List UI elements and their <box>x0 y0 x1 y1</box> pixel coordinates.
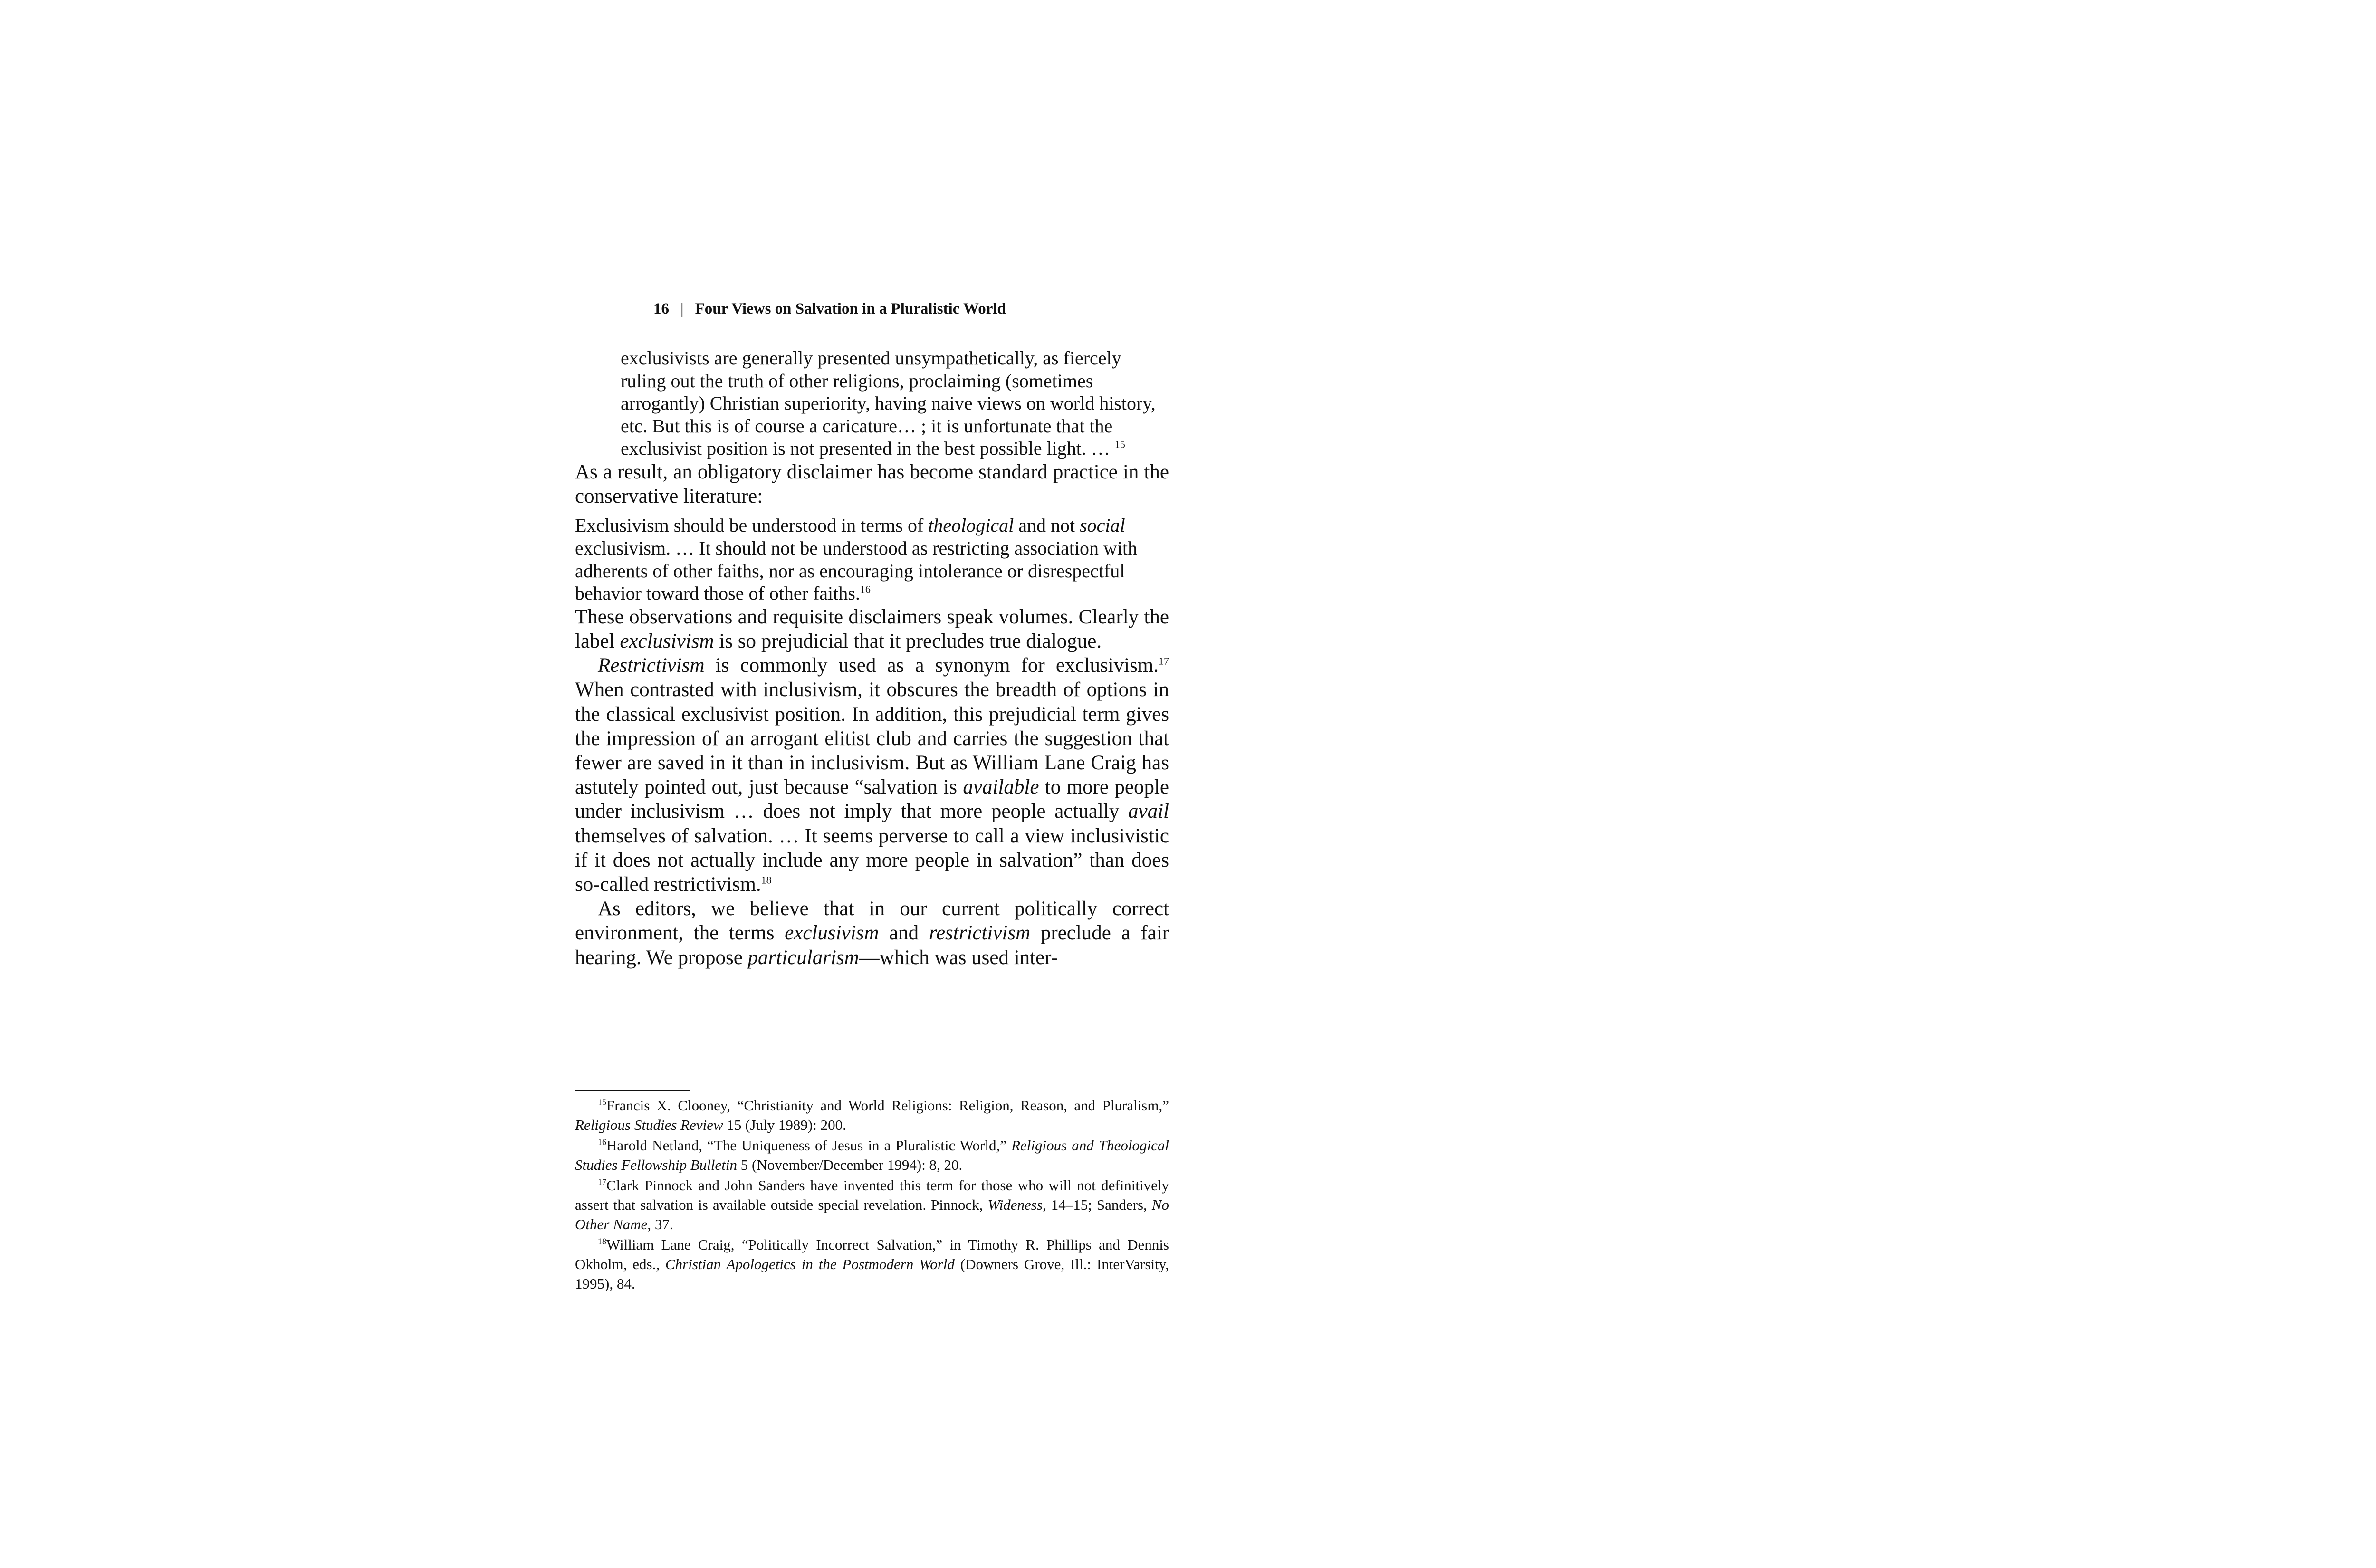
footnote-ref: 18 <box>761 874 772 886</box>
paragraph: Restrictivism is commonly used as a synonym for exclusivism.$^{17}$ When contrasted with inclusivism, it obscures the breadth of options in the classical exclusivist position. In addition, this prejudicial term gives the impression of an arrogant elitist club and carries the suggestion that fewer are saved in it than in inclusivism. But as William Lane Craig has astutely pointed out, just because “salvation is available to more people under inclusivism … does not imply that more people actually avail themselves of salvation. … It seems perverse to call a view inclusivistic if it does not actually include any more people in salvation” than does so-called restrictivism.$^{18}$ <box>575 654 1169 896</box>
page-number: 16 <box>653 300 669 317</box>
footnotes <box>575 1090 1169 1294</box>
footnote: $^{15}$Francis X. Clooney, “Christianity and World Religions: Religion, Reason, and Pluralism,” Religious Studies Review 15 (July 1989): 200. <box>575 1097 1169 1133</box>
running-head <box>653 300 1006 318</box>
header-separator: | <box>680 300 684 317</box>
block-quote: Exclusivism should be understood in terms of theological and not social exclusivism. … It should not be understood as restricting association with adherents of other faiths, nor as encouraging intolerance or disrespectful behavior toward those of other faiths.$^{16}$ <box>575 515 1138 604</box>
right-page <box>1212 0 2376 1568</box>
footnote: $^{16}$Harold Netland, “The Uniqueness of Jesus in a Pluralistic World,” Religious and Theological Studies Fellowship Bulletin 5 (November/December 1994): 8, 20. <box>575 1137 1169 1173</box>
footnote-ref: 17 <box>1159 655 1169 667</box>
footnote-rule <box>575 1090 690 1091</box>
block-quote: exclusivists are generally presented unsympathetically, as fiercely ruling out the truth of other religions, proclaiming (sometimes arrogantly) Christian superiority, having naive views on world history, etc. But this is of course a caricature… ; it is unfortunate that the exclusivist position is not presented in the best possible light. … $^{15}$ <box>621 347 1156 459</box>
paragraph: As a result, an obligatory disclaimer has become standard practice in the conservative literature: <box>575 460 1169 508</box>
paragraph: As editors, we believe that in our current politically correct environment, the terms exclusivism and restrictivism preclude a fair hearing. We propose particularism—which was used inter- <box>575 898 1169 969</box>
footnote: $^{18}$William Lane Craig, “Politically Incorrect Salvation,” in Timothy R. Phillips and Dennis Okholm, eds., Christian Apologetics in the Postmodern World (Downers Grove, Ill.: InterVarsity, 1995), 84. <box>575 1236 1169 1292</box>
footnote: $^{17}$Clark Pinnock and John Sanders have invented this term for those who will not definitively assert that salvation is available outside special revelation. Pinnock, Wideness, 14–15; Sanders, No Other Name, 37. <box>575 1177 1169 1233</box>
paragraph: These observations and requisite disclaimers speak volumes. Clearly the label exclusivism is so prejudicial that it precludes true dialogue. <box>575 605 1169 652</box>
body-text <box>575 347 1169 970</box>
footnote-ref: 15 <box>1114 439 1125 451</box>
running-title: Four Views on Salvation in a Pluralistic World <box>695 300 1006 317</box>
footnote-ref: 16 <box>860 583 871 595</box>
